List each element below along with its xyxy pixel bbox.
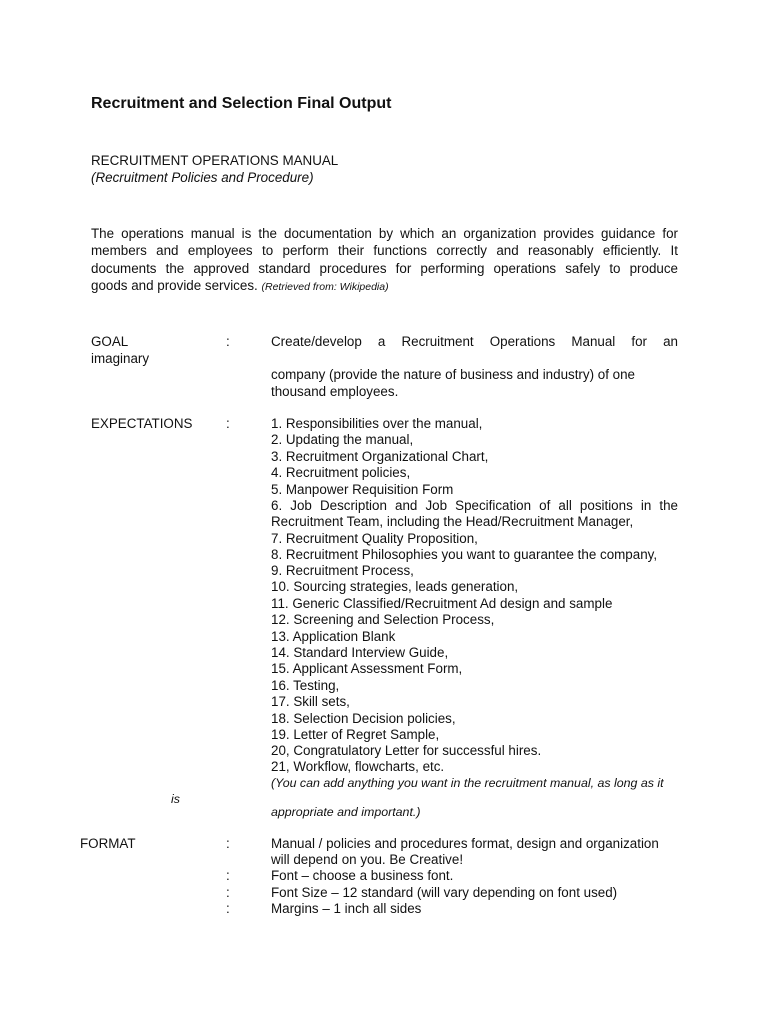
manual-heading: RECRUITMENT OPERATIONS MANUAL — [91, 153, 339, 168]
intro-line-last — [91, 278, 389, 293]
list-item: 17. Skill sets, — [271, 694, 350, 709]
list-item: Recruitment Team, including the Head/Recruitment Manager, — [271, 514, 634, 529]
intro-line: The operations manual is the documentation by which an organization provides guidance for — [91, 226, 678, 241]
format-colon: : — [226, 836, 230, 851]
format-item: Margins – 1 inch all sides — [271, 901, 422, 916]
list-item: 11. Generic Classified/Recruitment Ad design and sample — [271, 596, 613, 611]
expectations-label: EXPECTATIONS — [91, 416, 193, 431]
page-title: Recruitment and Selection Final Output — [91, 95, 392, 112]
list-item: 13. Application Blank — [271, 629, 396, 644]
list-item: 18. Selection Decision policies, — [271, 711, 456, 726]
citation: (Retrieved from: Wikipedia) — [261, 281, 389, 293]
list-item: 6. Job Description and Job Specification of all positions in the — [271, 498, 678, 513]
list-item: 20, Congratulatory Letter for successful hires. — [271, 743, 542, 758]
format-item-colon: : — [226, 868, 230, 883]
list-item: 10. Sourcing strategies, leads generation, — [271, 579, 519, 594]
format-item: Font Size – 12 standard (will vary depending on font used) — [271, 885, 618, 900]
list-item: 7. Recruitment Quality Proposition, — [271, 531, 478, 546]
list-item: 16. Testing, — [271, 678, 340, 693]
list-item: 8. Recruitment Philosophies you want to guarantee the company, — [271, 547, 658, 562]
list-item: 3. Recruitment Organizational Chart, — [271, 449, 489, 464]
format-label: FORMAT — [80, 836, 136, 851]
list-item: 5. Manpower Requisition Form — [271, 482, 454, 497]
list-item: 19. Letter of Regret Sample, — [271, 727, 440, 742]
format-line: will depend on you. Be Creative! — [271, 852, 464, 867]
list-item: 12. Screening and Selection Process, — [271, 612, 495, 627]
format-item-colon: : — [226, 885, 230, 900]
goal-line: Create/develop a Recruitment Operations Manual for an — [271, 334, 678, 349]
goal-colon: : — [226, 334, 230, 349]
expectations-note-wrap: is — [171, 792, 180, 806]
list-item: 21, Workflow, flowcharts, etc. — [271, 759, 445, 774]
format-line: Manual / policies and procedures format, design and organization — [271, 836, 659, 851]
intro-line: goods and provide services. — [91, 278, 258, 293]
list-item: 9. Recruitment Process, — [271, 563, 414, 578]
goal-label-wrap: imaginary — [91, 351, 150, 366]
list-item: 4. Recruitment policies, — [271, 465, 411, 480]
format-item: Font – choose a business font. — [271, 868, 454, 883]
format-item-colon: : — [226, 901, 230, 916]
expectations-note: appropriate and important.) — [271, 805, 421, 819]
intro-line: members and employees to perform their functions correctly and reasonably efficiently. It — [91, 243, 678, 258]
list-item: 15. Applicant Assessment Form, — [271, 661, 463, 676]
list-item: 14. Standard Interview Guide, — [271, 645, 449, 660]
goal-line: thousand employees. — [271, 384, 399, 399]
goal-line: company (provide the nature of business and industry) of one — [271, 367, 635, 382]
goal-label: GOAL — [91, 334, 129, 349]
expectations-note: (You can add anything you want in the recruitment manual, as long as it — [271, 776, 664, 790]
expectations-colon: : — [226, 416, 230, 431]
manual-subheading: (Recruitment Policies and Procedure) — [91, 170, 314, 185]
list-item: 2. Updating the manual, — [271, 432, 414, 447]
list-item: 1. Responsibilities over the manual, — [271, 416, 483, 431]
intro-line: documents the approved standard procedures for performing operations safely to produce — [91, 261, 678, 276]
